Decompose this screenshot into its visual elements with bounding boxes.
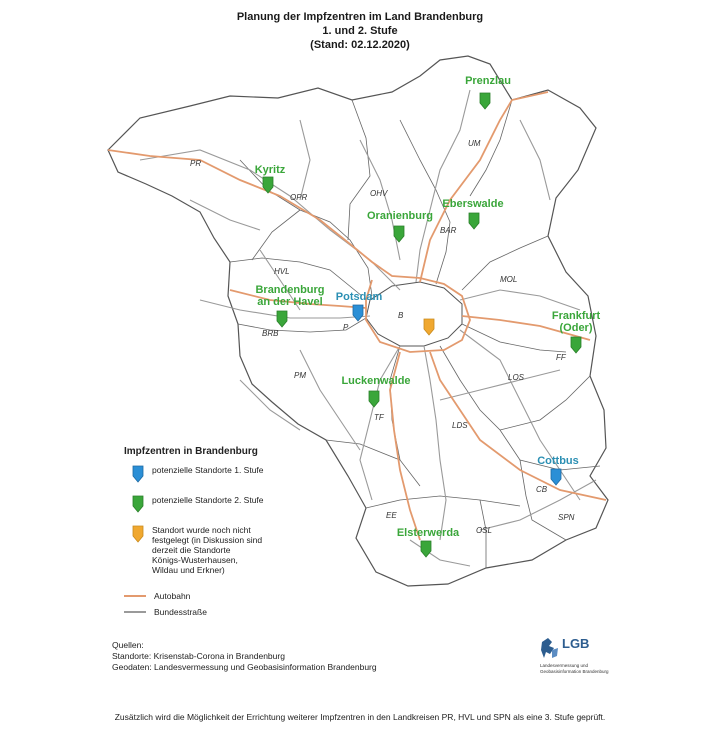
- city-label-brandenburg-1: Brandenburg: [255, 284, 325, 296]
- sources: [112, 640, 377, 673]
- district-label-p: P: [343, 323, 349, 332]
- district-label-hvl: HVL: [274, 267, 290, 276]
- district-label-ee: EE: [386, 511, 397, 520]
- blue-marker-icon: [124, 465, 152, 483]
- legend-stage2-label: potenzielle Standorte 2. Stufe: [152, 495, 264, 505]
- title-line-1: Planung der Impfzentren im Land Brandenburg: [236, 11, 484, 23]
- district-label-los: LOS: [508, 373, 525, 382]
- sources-heading: Quellen:: [112, 640, 144, 650]
- autobahn-line-icon: [124, 595, 146, 597]
- green-marker-icon: [124, 495, 152, 513]
- city-label-elsterwerda: Elsterwerda: [396, 527, 460, 539]
- sources-line-2: Geodaten: Landesvermessung und Geobasisinformation Brandenburg: [112, 662, 377, 672]
- legend-stage1-label: potenzielle Standorte 1. Stufe: [152, 465, 264, 475]
- legend-bundesstrasse-label: Bundesstraße: [154, 607, 207, 617]
- district-label-brb: BRB: [262, 329, 279, 338]
- legend-autobahn-label: Autobahn: [154, 591, 191, 601]
- lgb-logo-subtitle: Landesvermessung und Geobasisinformation Brandenburg: [540, 663, 609, 674]
- city-label-oranienburg: Oranienburg: [366, 210, 434, 222]
- district-label-osl: OSL: [476, 526, 493, 535]
- legend-stage2: [124, 495, 324, 513]
- title-line-3: (Stand: 02.12.2020): [310, 39, 410, 51]
- district-label-opr: OPR: [290, 193, 308, 202]
- city-label-prenzlau: Prenzlau: [465, 75, 511, 87]
- district-label-pm: PM: [294, 371, 306, 380]
- district-label-um: UM: [468, 139, 481, 148]
- city-label-frankfurt-1: Frankfurt: [551, 310, 601, 322]
- district-label-ff: FF: [556, 353, 566, 362]
- city-label-kyritz: Kyritz: [254, 164, 286, 176]
- title-line-2: 1. und 2. Stufe: [322, 25, 398, 37]
- district-label-cb: CB: [536, 485, 548, 494]
- district-label-mol: MOL: [500, 275, 518, 284]
- lgb-logo-text: LGB: [562, 636, 590, 651]
- city-label-luckenwalde: Luckenwalde: [341, 375, 411, 387]
- orange-marker-icon: [124, 525, 152, 543]
- district-label-lds: LDS: [452, 421, 468, 430]
- bundesstrasse-line-icon: [124, 611, 146, 613]
- legend-bundesstrasse: [124, 607, 207, 617]
- legend-undecided-label: Standort wurde noch nicht festgelegt (in Diskussion sind derzeit die Standorte Königs-Wusterhausen, Wildau und Erkner): [152, 525, 263, 575]
- legend-autobahn: [124, 591, 190, 601]
- district-label-b: B: [398, 311, 404, 320]
- city-label-cottbus: Cottbus: [537, 455, 579, 467]
- footnote: Zusätzlich wird die Möglichkeit der Errichtung weiterer Impfzentren in den Landkreisen PR, HVL und SPN als eine 3. Stufe geprüft.: [114, 712, 606, 722]
- legend-stage1: [124, 465, 324, 483]
- city-label-eberswalde: Eberswalde: [442, 198, 504, 210]
- city-label-frankfurt-2: (Oder): [559, 322, 593, 334]
- sources-line-1: Standorte: Krisenstab-Corona in Brandenburg: [112, 651, 285, 661]
- city-label-brandenburg-2: an der Havel: [257, 296, 323, 308]
- legend-undecided: [124, 525, 324, 575]
- legend: [124, 446, 324, 587]
- district-label-pr: PR: [190, 159, 202, 168]
- district-label-bar: BAR: [440, 226, 457, 235]
- district-label-ohv: OHV: [370, 189, 388, 198]
- city-label-potsdam: Potsdam: [335, 291, 383, 303]
- legend-title: Impfzentren in Brandenburg: [124, 446, 258, 457]
- district-label-spn: SPN: [558, 513, 575, 522]
- lgb-logo-icon: [540, 636, 560, 662]
- district-label-tf: TF: [374, 413, 384, 422]
